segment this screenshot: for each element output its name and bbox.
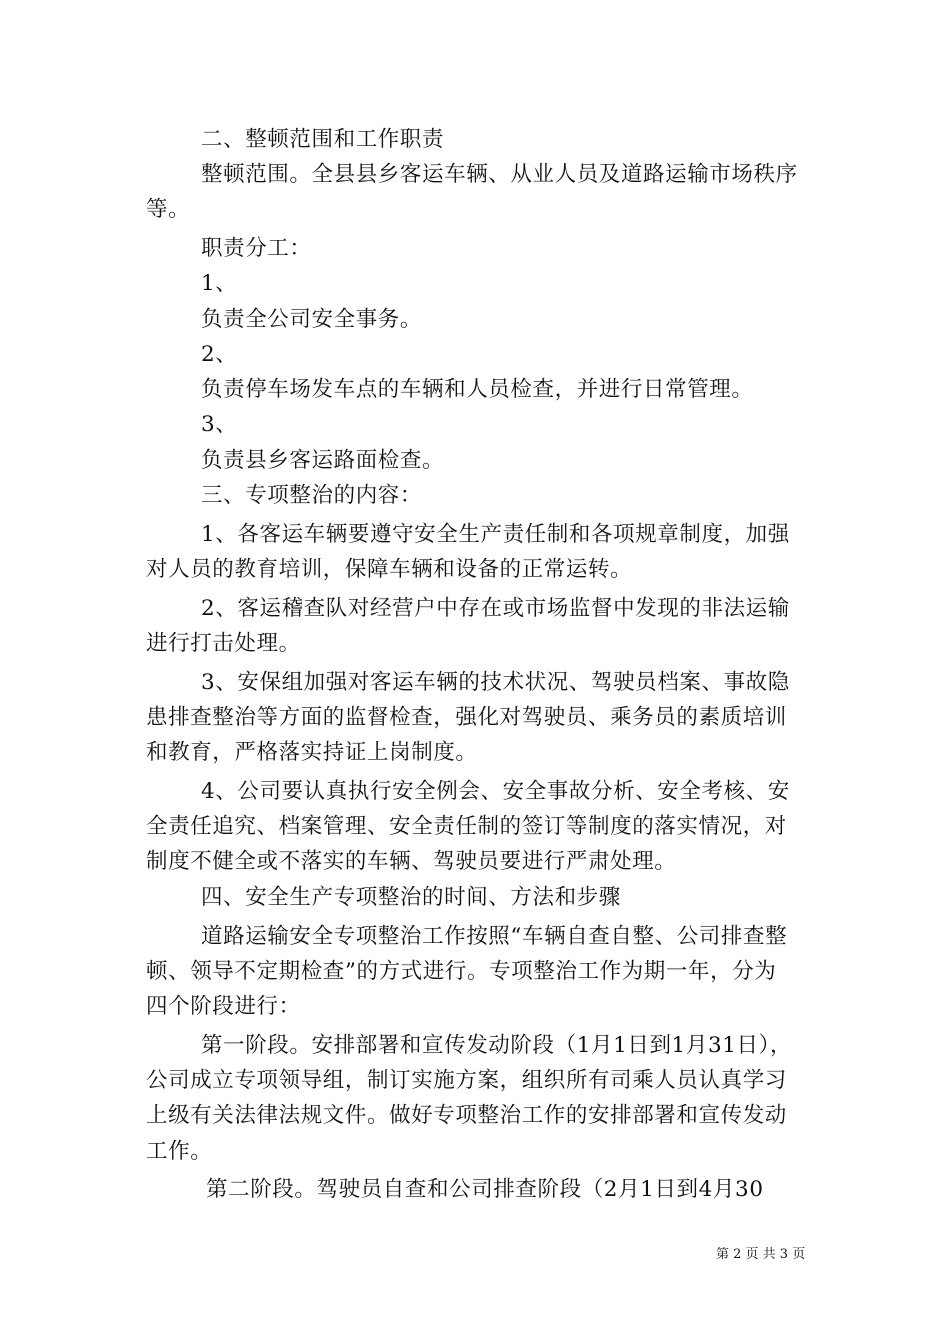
paragraph-line: 第二阶段。驾驶员自查和公司排查阶段（2月1日到4月30 xyxy=(206,1177,764,1202)
section-heading-3: 三、专项整治的内容： xyxy=(201,483,423,508)
paragraph-line: 负责全公司安全事务。 xyxy=(201,307,423,332)
paragraph-line: 4、公司要认真执行安全例会、安全事故分析、安全考核、安 xyxy=(201,779,790,804)
paragraph-line: 全责任追究、档案管理、安全责任制的签订等制度的落实情况，对 xyxy=(146,814,787,839)
paragraph-line: 负责停车场发车点的车辆和人员检查，并进行日常管理。 xyxy=(201,377,754,402)
paragraph-line: 和教育，严格落实持证上岗制度。 xyxy=(146,740,478,765)
paragraph-line: 2、客运稽查队对经营户中存在或市场监督中发现的非法运输 xyxy=(201,596,790,621)
paragraph-line: 进行打击处理。 xyxy=(146,631,301,656)
paragraph-line: 对人员的教育培训，保障车辆和设备的正常运转。 xyxy=(146,557,633,582)
list-number: 2、 xyxy=(201,342,238,367)
paragraph-line: 1、各客运车辆要遵守安全生产责任制和各项规章制度，加强 xyxy=(201,522,790,547)
paragraph-line: 上级有关法律法规文件。做好专项整治工作的安排部署和宣传发动 xyxy=(146,1103,787,1128)
list-number: 1、 xyxy=(201,271,238,296)
paragraph-line: 等。 xyxy=(146,197,191,222)
paragraph-line: 3、安保组加强对客运车辆的技术状况、驾驶员档案、事故隐 xyxy=(201,670,790,695)
paragraph-line: 职责分工： xyxy=(201,236,312,261)
section-heading-4: 四、安全生产专项整治的时间、方法和步骤 xyxy=(201,885,621,910)
paragraph-line: 制度不健全或不落实的车辆、驾驶员要进行严肃处理。 xyxy=(146,849,677,874)
paragraph-line: 第一阶段。安排部署和宣传发动阶段（1月1日到1月31日）， xyxy=(201,1033,793,1058)
paragraph-line: 顿、领导不定期检查”的方式进行。专项整治工作为期一年，分为 xyxy=(146,959,777,984)
paragraph-line: 整顿范围。全县县乡客运车辆、从业人员及道路运输市场秩序 xyxy=(201,162,798,187)
paragraph-line: 负责县乡客运路面检查。 xyxy=(201,448,445,473)
paragraph-line: 工作。 xyxy=(146,1139,213,1164)
list-number: 3、 xyxy=(201,412,238,437)
paragraph-line: 四个阶段进行： xyxy=(146,994,301,1019)
paragraph-line: 患排查整治等方面的监督检查，强化对驾驶员、乘务员的素质培训 xyxy=(146,705,787,730)
paragraph-line: 道路运输安全专项整治工作按照“车辆自查自整、公司排查整 xyxy=(201,924,788,949)
page-number-footer: 第 2 页 共 3 页 xyxy=(716,1247,806,1262)
section-heading-2: 二、整顿范围和工作职责 xyxy=(201,127,445,152)
paragraph-line: 公司成立专项领导组，制订实施方案，组织所有司乘人员认真学习 xyxy=(146,1068,787,1093)
